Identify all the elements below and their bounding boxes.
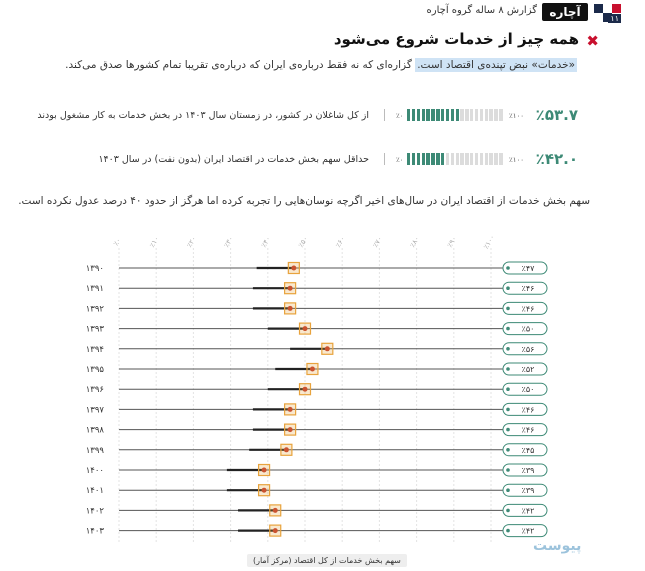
value-label: ٪۳۹ bbox=[521, 466, 535, 475]
value-marker bbox=[288, 263, 299, 274]
value-label: ٪۵۲ bbox=[521, 365, 535, 374]
pill-dot bbox=[506, 468, 510, 472]
brand-logo: آچاره bbox=[542, 3, 588, 21]
value-label: ٪۴۲ bbox=[521, 526, 535, 536]
issue-number: ۱۱ bbox=[610, 14, 619, 23]
value-label: ٪۴۶ bbox=[521, 304, 535, 314]
value-label: ٪۴۶ bbox=[521, 405, 535, 415]
x-tick-label: ٪۷۰ bbox=[371, 235, 384, 249]
x-tick-label: ٪۱۰۰ bbox=[482, 233, 497, 251]
value-marker bbox=[285, 424, 296, 435]
x-tick-label: ٪۱۰ bbox=[148, 235, 161, 249]
value-marker bbox=[281, 444, 292, 455]
year-label: ۱۳۹۸ bbox=[85, 425, 104, 436]
value-label: ٪۵۶ bbox=[521, 344, 535, 354]
pill-dot bbox=[506, 387, 510, 391]
value-marker bbox=[300, 323, 311, 334]
pill-dot bbox=[506, 408, 510, 412]
value-label: ٪۴۵ bbox=[521, 445, 535, 455]
year-label: ۱۳۹۰ bbox=[85, 264, 104, 274]
pill-dot bbox=[506, 367, 510, 371]
x-tick-label: ٪۹۰ bbox=[445, 235, 459, 249]
pill-dot bbox=[506, 428, 510, 432]
year-label: ۱۳۹۴ bbox=[85, 344, 104, 355]
stat-percent-2: ٪۴۲.۰ bbox=[535, 150, 578, 168]
x-tick-label: ٪۴۰ bbox=[259, 235, 273, 249]
report-title: گزارش ۸ ساله گروه آچاره bbox=[426, 5, 537, 16]
x-tick-label: ٪۸۰ bbox=[408, 235, 422, 249]
pill-dot bbox=[506, 266, 510, 270]
value-label: ٪۵۰ bbox=[521, 385, 535, 395]
x-tick-label: ٪۳۰ bbox=[222, 235, 236, 249]
headline: همه چیز از خدمات شروع می‌شود bbox=[333, 30, 579, 48]
year-label: ۱۴۰۰ bbox=[85, 466, 104, 476]
stat-percent-1: ٪۵۳.۷ bbox=[535, 106, 578, 124]
value-marker bbox=[285, 303, 296, 314]
pill-dot bbox=[506, 448, 510, 452]
value-marker bbox=[270, 525, 281, 536]
value-label: ٪۴۷ bbox=[521, 264, 535, 273]
stat-max-label-2: ٪۱۰۰ bbox=[509, 156, 525, 164]
chart-legend: سهم بخش خدمات از کل اقتصاد (مرکز آمار) bbox=[247, 554, 407, 567]
pill-dot bbox=[506, 307, 510, 311]
pill-dot bbox=[506, 509, 510, 513]
year-label: ۱۴۰۳ bbox=[85, 526, 104, 537]
value-marker bbox=[300, 384, 311, 395]
intro-highlight: «خدمات» نبض تپنده‌ی اقتصاد است. bbox=[417, 59, 575, 71]
value-marker bbox=[285, 404, 296, 415]
value-label: ٪۴۲ bbox=[521, 506, 535, 516]
x-tick-label: ٪۲۰ bbox=[185, 235, 198, 249]
stat-max-label-1: ٪۱۰۰ bbox=[509, 112, 525, 120]
year-label: ۱۳۹۳ bbox=[85, 324, 104, 335]
year-label: ۱۳۹۶ bbox=[85, 385, 104, 396]
stat-min-label-2: ٪۰ bbox=[396, 156, 404, 164]
value-marker bbox=[259, 465, 270, 476]
value-label: ٪۴۶ bbox=[521, 284, 535, 294]
value-label: ٪۴۶ bbox=[521, 425, 535, 435]
pill-dot bbox=[506, 327, 510, 331]
year-label: ۱۳۹۲ bbox=[85, 304, 104, 315]
value-marker bbox=[307, 364, 318, 375]
value-label: ٪۳۹ bbox=[521, 486, 535, 496]
watermark-logo: پیوست bbox=[533, 538, 582, 554]
value-label: ٪۵۰ bbox=[521, 324, 535, 334]
cross-icon: ✖ bbox=[586, 32, 599, 50]
value-marker bbox=[285, 283, 296, 294]
stat-text-1: از کل شاغلان در کشور، در زمستان سال ۱۴۰۳ در بخش خدمات به کار مشغول بودند bbox=[37, 110, 369, 121]
year-label: ۱۳۹۱ bbox=[85, 284, 104, 295]
intro-rest: گزاره‌ای که نه فقط درباره‌ی ایران که درباره‌ی تقریبا تمام کشورها صدق می‌کند. bbox=[65, 59, 416, 71]
year-label: ۱۳۹۹ bbox=[85, 445, 104, 456]
value-marker bbox=[270, 505, 281, 516]
pill-dot bbox=[506, 286, 510, 290]
description-paragraph: سهم بخش خدمات از اقتصاد ایران در سال‌های اخیر اگرچه نوسان‌هایی را تجربه کرده اما هرگز از حدود ۴۰ درصد عدول نکرده است. bbox=[18, 195, 590, 207]
x-tick-label: ٪۶۰ bbox=[334, 235, 347, 249]
value-marker bbox=[322, 343, 333, 354]
value-marker bbox=[259, 485, 270, 496]
stat-min-label-1: ٪۰ bbox=[396, 112, 404, 120]
year-label: ۱۴۰۱ bbox=[85, 486, 104, 497]
pill-dot bbox=[506, 488, 510, 492]
year-label: ۱۳۹۵ bbox=[85, 365, 104, 375]
pill-dot bbox=[506, 529, 510, 533]
stat-text-2: حداقل سهم بخش خدمات در اقتصاد ایران (بدون نفت) در سال ۱۴۰۳ bbox=[98, 154, 369, 165]
x-tick-label: ٪۵۰ bbox=[296, 235, 310, 249]
year-label: ۱۳۹۷ bbox=[85, 405, 104, 416]
x-tick-label: ٪۰ bbox=[111, 236, 123, 248]
pill-dot bbox=[506, 347, 510, 351]
year-label: ۱۴۰۲ bbox=[85, 506, 104, 517]
